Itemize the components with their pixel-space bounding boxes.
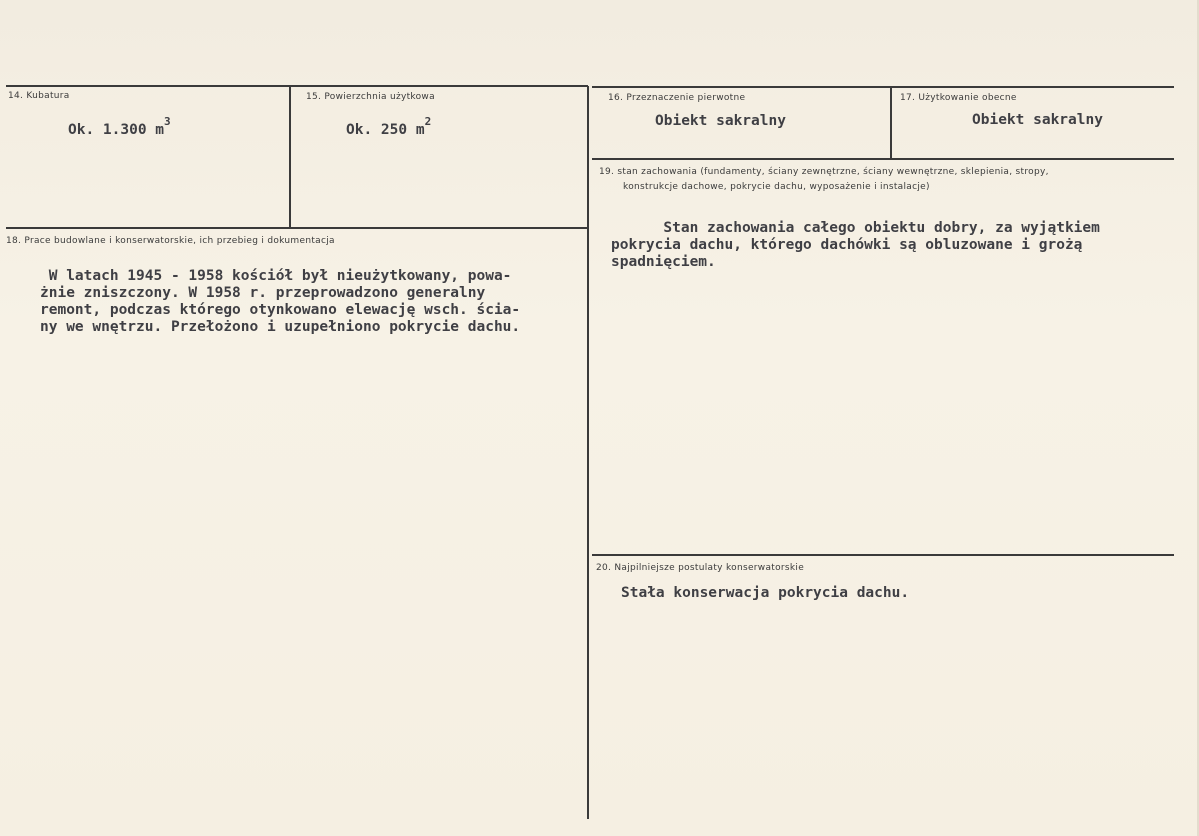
field-18-line: remont, podczas którego otynkowano elewację wsch. ścia- [40,302,521,318]
rule-above-20 [592,554,1174,556]
field-18-text [40,268,520,336]
rule-below-16-17 [592,158,1174,160]
field-19-text [611,220,1100,271]
field-20-label: 20. Najpilniejsze postulaty konserwatorskie [596,563,805,573]
field-16-value: Obiekt sakralny [655,113,786,129]
field-20-value: Stała konserwacja pokrycia dachu. [621,585,910,601]
field-19-line: Stan zachowania całego obiektu dobry, za wyjątkiem [611,220,1100,236]
divider-16-17 [890,88,892,158]
top-rule-right [592,86,1174,88]
divider-14-15 [289,86,291,228]
field-18-line: W latach 1945 - 1958 kościół był nieużytkowany, powa- [40,268,512,284]
field-18-line: ny we wnętrzu. Przełożono i uzupełniono pokrycie dachu. [40,319,521,335]
field-15-value [346,115,431,138]
field-17-value: Obiekt sakralny [972,112,1103,128]
field-18-label: 18. Prace budowlane i konserwatorskie, ich przebieg i dokumentacja [6,236,335,246]
field-17-label: 17. Użytkowanie obecne [900,93,1017,103]
field-16-label: 16. Przeznaczenie pierwotne [608,93,746,103]
field-15-label: 15. Powierzchnia użytkowa [306,92,435,102]
field-19-line: pokrycia dachu, którego dachówki są obluzowane i grożą [611,237,1083,253]
field-19-label-line2: konstrukcje dachowe, pokrycie dachu, wyposażenie i instalacje) [623,182,930,192]
field-15-unit-exponent: 2 [424,115,432,128]
field-14-label: 14. Kubatura [8,91,70,101]
field-14-unit-exponent: 3 [164,115,171,128]
rule-below-14-15 [6,227,588,229]
top-rule-left [6,85,588,87]
field-19-line: spadnięciem. [611,254,716,270]
field-15-value-text: Ok. 250 m [346,122,425,138]
divider-center [587,86,589,819]
field-19-label-line1: 19. stan zachowania (fundamenty, ściany zewnętrzne, ściany wewnętrzne, sklepienia, stropy, [599,167,1049,177]
field-14-value-text: Ok. 1.300 m [68,122,165,138]
field-18-line: żnie zniszczony. W 1958 r. przeprowadzono generalny [40,285,486,301]
field-14-value [68,115,171,138]
